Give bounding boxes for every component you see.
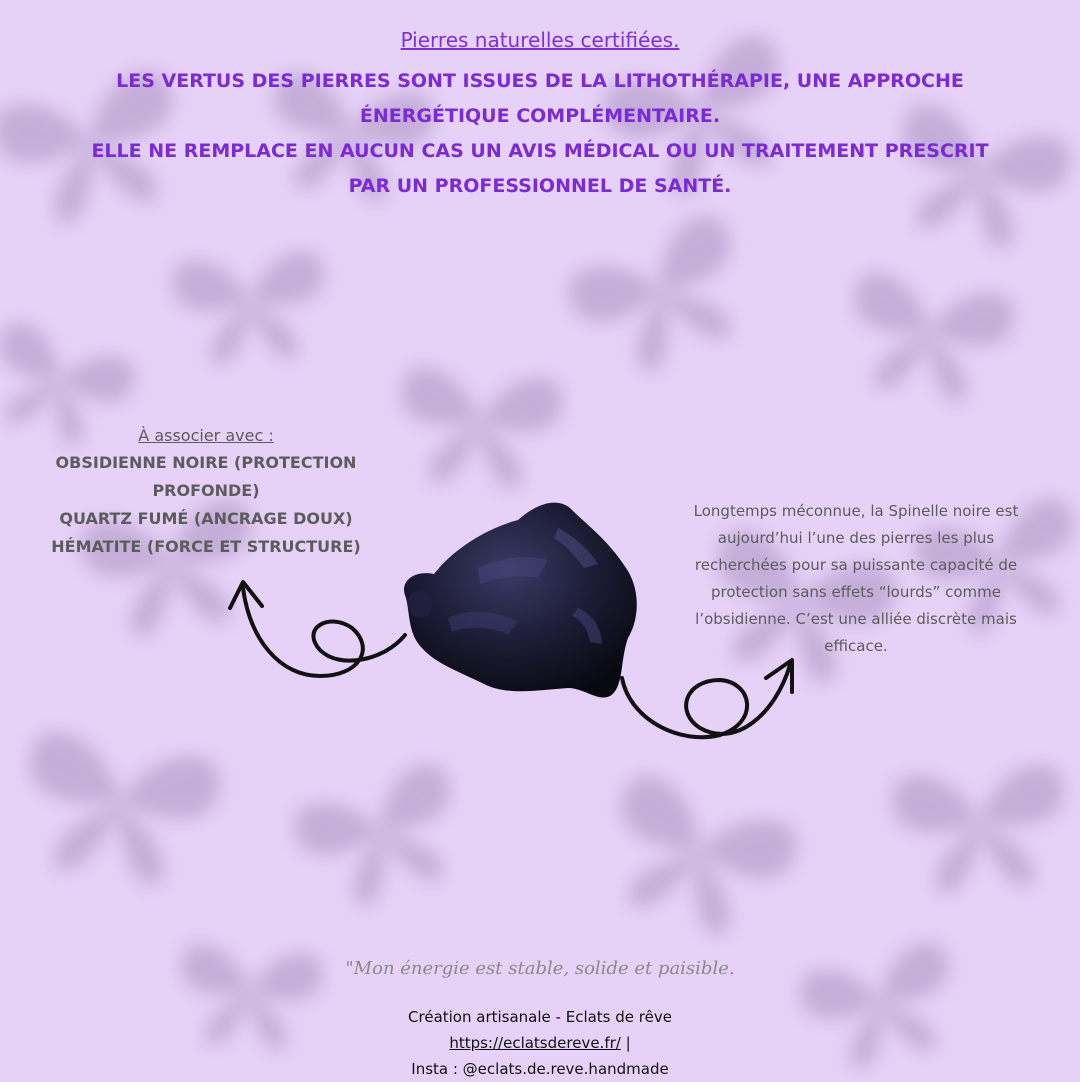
footer-separator: | bbox=[620, 1034, 631, 1052]
website-link[interactable]: https://eclatsdereve.fr/ bbox=[449, 1034, 621, 1052]
footer bbox=[0, 1004, 1080, 1082]
footer-instagram: Insta : @eclats.de.reve.handmade bbox=[411, 1060, 669, 1078]
associations-block bbox=[46, 426, 366, 561]
disclaimer-line: ELLE NE REMPLACE EN AUCUN CAS UN AVIS MÉDICAL OU UN TRAITEMENT PRESCRIT PAR UN PROFESSIONNEL DE SANTÉ. bbox=[91, 140, 989, 197]
footer-brand: Création artisanale - Eclats de rêve bbox=[408, 1008, 672, 1026]
footer-link-line bbox=[0, 1030, 1080, 1056]
certification-subtitle: Pierres naturelles certifiées. bbox=[400, 28, 680, 52]
association-item: HÉMATITE (FORCE ET STRUCTURE) bbox=[51, 537, 361, 556]
associations-title: À associer avec : bbox=[138, 426, 274, 445]
disclaimer-line: LES VERTUS DES PIERRES SONT ISSUES DE LA LITHOTHÉRAPIE, UNE APPROCHE ÉNERGÉTIQUE COMPLÉMENTAIRE. bbox=[116, 70, 964, 127]
disclaimer bbox=[70, 64, 1010, 204]
association-item: OBSIDIENNE NOIRE (PROTECTION PROFONDE) bbox=[55, 453, 357, 500]
curly-arrow-left-icon bbox=[243, 588, 405, 676]
black-spinel-stone-icon bbox=[388, 488, 658, 718]
association-item: QUARTZ FUMÉ (ANCRAGE DOUX) bbox=[59, 509, 353, 528]
stone-description: Longtemps méconnue, la Spinelle noire est aujourd’hui l’une des pierres les plus recherchées pour sa puissante capacité de protection sans effets “lourds” comme l’obsidienne. C’est une alliée discrète mais efficace. bbox=[693, 502, 1019, 655]
affirmation-quote: "Mon énergie est stable, solide et paisible. bbox=[345, 958, 735, 979]
